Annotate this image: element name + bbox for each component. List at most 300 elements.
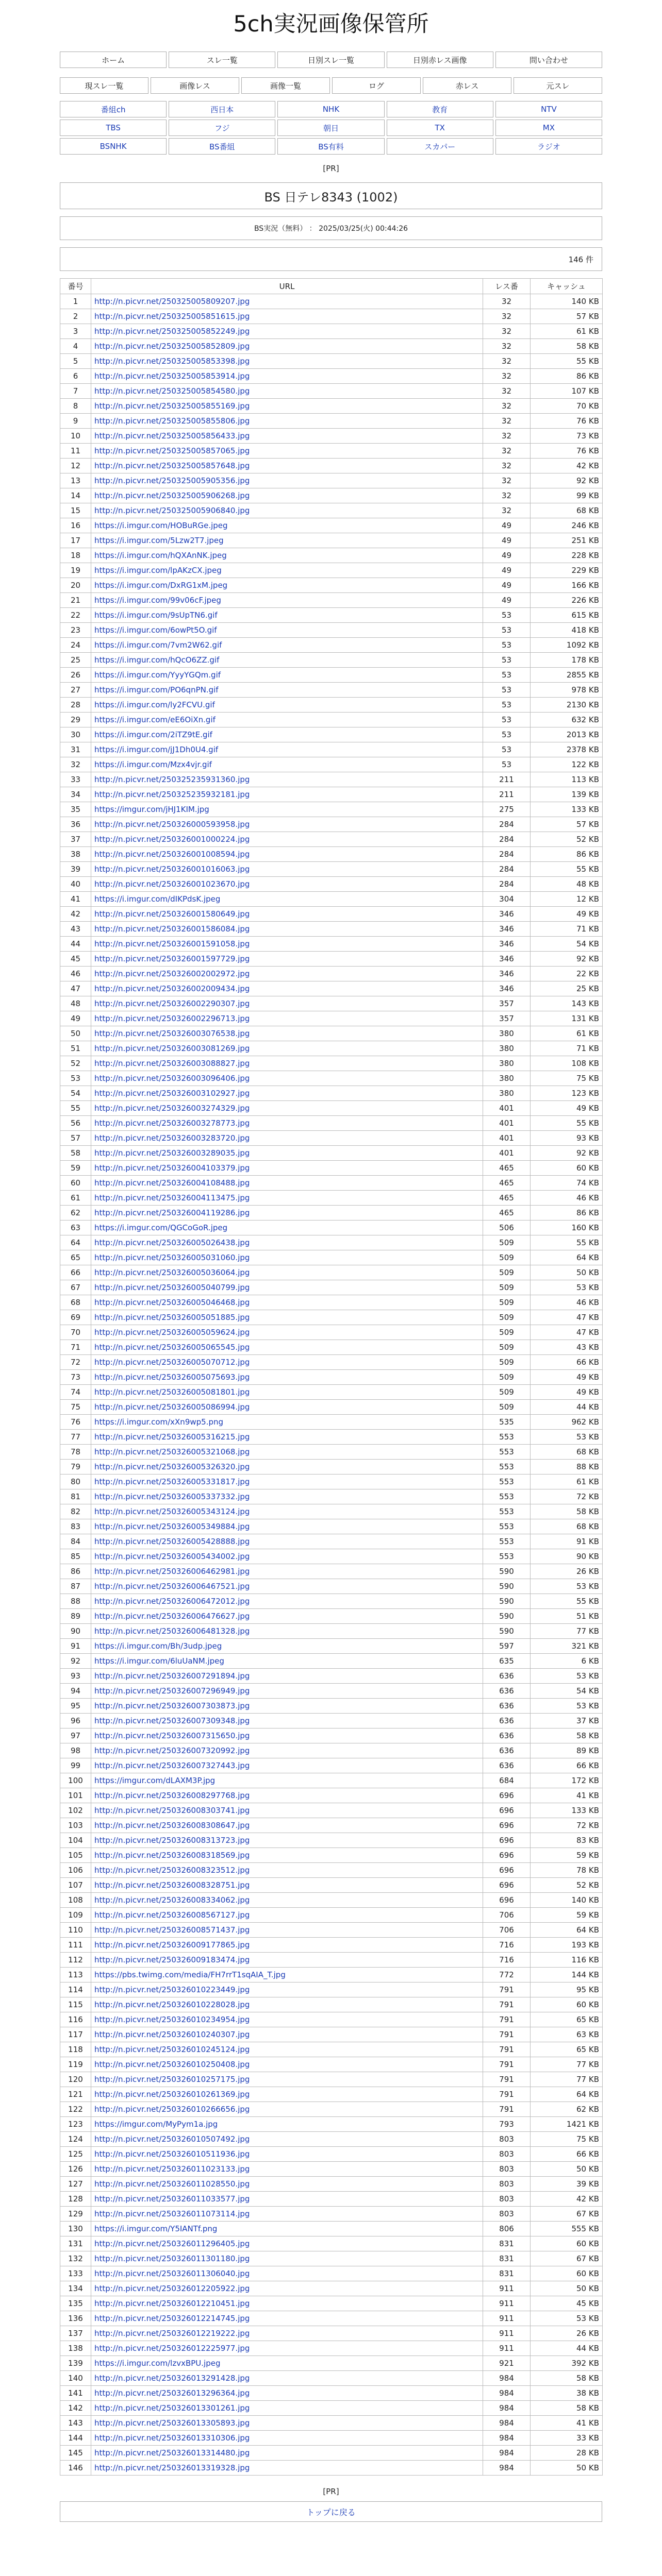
row-cache-size: 53 KB [531, 1430, 603, 1445]
image-link[interactable]: http://n.picvr.net/250326005065545.jpg [94, 1343, 250, 1352]
row-res-number: 636 [483, 1669, 531, 1684]
nav-button[interactable]: NHK [277, 101, 384, 117]
row-res-number: 636 [483, 1758, 531, 1773]
row-cache-size: 49 KB [531, 1385, 603, 1400]
row-res-number: 803 [483, 2192, 531, 2207]
row-res-number: 911 [483, 2296, 531, 2311]
row-res-number: 32 [483, 429, 531, 444]
image-link[interactable]: http://n.picvr.net/250326001008594.jpg [94, 850, 250, 859]
image-link[interactable]: https://i.imgur.com/99v06cF.jpeg [94, 596, 221, 605]
table-row [60, 1878, 603, 1893]
image-link[interactable]: http://n.picvr.net/250325005857065.jpg [94, 446, 250, 455]
row-number: 102 [60, 1803, 91, 1818]
image-link[interactable]: http://n.picvr.net/250326007320992.jpg [94, 1746, 250, 1755]
row-url-cell [91, 817, 483, 832]
table-row [60, 1773, 603, 1788]
row-cache-size: 77 KB [531, 1624, 603, 1639]
row-res-number: 535 [483, 1415, 531, 1430]
image-link[interactable]: http://n.picvr.net/250326002009434.jpg [94, 984, 250, 993]
image-link[interactable]: http://n.picvr.net/250326003081269.jpg [94, 1044, 250, 1053]
row-res-number: 284 [483, 862, 531, 877]
image-link[interactable]: http://n.picvr.net/250326005075693.jpg [94, 1372, 250, 1382]
image-link[interactable]: http://n.picvr.net/250326008334062.jpg [94, 1895, 250, 1905]
row-number: 61 [60, 1191, 91, 1206]
image-link[interactable]: https://i.imgur.com/7vm2W62.gif [94, 640, 222, 650]
image-link[interactable]: http://n.picvr.net/250326005349884.jpg [94, 1522, 250, 1531]
image-link[interactable]: http://n.picvr.net/250326001580649.jpg [94, 909, 250, 919]
image-link[interactable]: https://i.imgur.com/Mzx4vjr.gif [94, 760, 212, 769]
row-url-cell [91, 1355, 483, 1370]
image-link[interactable]: http://n.picvr.net/250326005031060.jpg [94, 1253, 250, 1262]
row-url-cell [91, 742, 483, 757]
nav-row-channels-2 [60, 120, 602, 136]
image-link[interactable]: http://n.picvr.net/250325005853914.jpg [94, 371, 250, 381]
image-link[interactable]: http://n.picvr.net/250326013301261.jpg [94, 2403, 250, 2413]
image-link[interactable]: http://n.picvr.net/250326003278773.jpg [94, 1118, 250, 1128]
row-number: 109 [60, 1908, 91, 1923]
row-number: 78 [60, 1445, 91, 1460]
row-number: 27 [60, 683, 91, 698]
image-link[interactable]: http://n.picvr.net/250326013305893.jpg [94, 2418, 250, 2428]
image-link[interactable]: http://n.picvr.net/250326005059624.jpg [94, 1328, 250, 1337]
nav-button[interactable]: BS有料 [277, 138, 384, 155]
image-link[interactable]: http://n.picvr.net/250326011301180.jpg [94, 2254, 250, 2263]
row-res-number: 509 [483, 1235, 531, 1250]
image-link[interactable]: http://n.picvr.net/250326013310306.jpg [94, 2433, 250, 2443]
image-link[interactable]: http://n.picvr.net/250326005046468.jpg [94, 1298, 250, 1307]
image-link[interactable]: http://n.picvr.net/250325235932181.jpg [94, 790, 250, 799]
row-res-number: 506 [483, 1221, 531, 1235]
row-number: 15 [60, 503, 91, 518]
nav-button[interactable]: 日別赤レス画像 [387, 52, 493, 68]
table-row [60, 922, 603, 937]
image-link[interactable]: http://n.picvr.net/250325005855169.jpg [94, 401, 250, 411]
nav-button[interactable]: NTV [495, 101, 602, 117]
image-link[interactable]: http://n.picvr.net/250326006476627.jpg [94, 1612, 250, 1621]
image-link[interactable]: https://i.imgur.com/QGCoGoR.jpeg [94, 1223, 228, 1232]
image-link[interactable]: http://n.picvr.net/250326006467521.jpg [94, 1582, 250, 1591]
row-number: 47 [60, 981, 91, 996]
image-link[interactable]: http://n.picvr.net/250326007315650.jpg [94, 1731, 250, 1740]
image-link[interactable]: http://n.picvr.net/250326003088827.jpg [94, 1059, 250, 1068]
table-row [60, 2192, 603, 2207]
row-number: 28 [60, 698, 91, 713]
image-link[interactable]: http://n.picvr.net/250326008318569.jpg [94, 1851, 250, 1860]
image-link[interactable]: http://n.picvr.net/250326013319328.jpg [94, 2463, 250, 2472]
row-cache-size: 99 KB [531, 488, 603, 503]
image-link[interactable]: http://n.picvr.net/250326003289035.jpg [94, 1148, 250, 1158]
image-link[interactable]: http://n.picvr.net/250326009177865.jpg [94, 1940, 250, 1950]
nav-button[interactable]: 日別スレ一覧 [277, 52, 384, 68]
table-row [60, 757, 603, 772]
image-link[interactable]: http://n.picvr.net/250326002002972.jpg [94, 969, 250, 978]
image-link[interactable]: http://n.picvr.net/250325005856433.jpg [94, 431, 250, 440]
image-link[interactable]: https://i.imgur.com/6owPt5O.gif [94, 625, 217, 635]
row-number: 77 [60, 1430, 91, 1445]
row-url-cell [91, 1385, 483, 1400]
image-link[interactable]: http://n.picvr.net/250326005343124.jpg [94, 1507, 250, 1516]
table-row [60, 683, 603, 698]
image-link[interactable]: http://n.picvr.net/250326001023670.jpg [94, 879, 250, 889]
image-link[interactable]: https://i.imgur.com/Y5IANTf.png [94, 2224, 218, 2233]
image-link[interactable]: http://n.picvr.net/250326011033577.jpg [94, 2194, 250, 2204]
row-cache-size: 66 KB [531, 1758, 603, 1773]
row-number: 57 [60, 1131, 91, 1146]
image-link[interactable]: http://n.picvr.net/250326011028550.jpg [94, 2179, 250, 2189]
row-number: 93 [60, 1669, 91, 1684]
row-number: 43 [60, 922, 91, 937]
row-url-cell [91, 1624, 483, 1639]
row-number: 96 [60, 1714, 91, 1728]
image-link[interactable]: https://i.imgur.com/9sUpTN6.gif [94, 611, 218, 620]
image-link[interactable]: http://n.picvr.net/250325005852249.jpg [94, 327, 250, 336]
image-link[interactable]: http://n.picvr.net/250326010240307.jpg [94, 2030, 250, 2039]
image-link[interactable]: http://n.picvr.net/250326007296949.jpg [94, 1686, 250, 1696]
nav-button[interactable]: 画像レス [151, 77, 239, 94]
image-link[interactable]: http://n.picvr.net/250326005337332.jpg [94, 1492, 250, 1501]
row-url-cell [91, 832, 483, 847]
image-link[interactable]: http://n.picvr.net/250326004119286.jpg [94, 1208, 250, 1217]
nav-button[interactable]: BS番組 [169, 138, 275, 155]
image-link[interactable]: http://n.picvr.net/250326001000224.jpg [94, 835, 250, 844]
image-link[interactable]: http://n.picvr.net/250325005905356.jpg [94, 476, 250, 485]
row-res-number: 346 [483, 907, 531, 922]
image-link[interactable]: http://n.picvr.net/250326006462981.jpg [94, 1567, 250, 1576]
row-cache-size: 62 KB [531, 2102, 603, 2117]
image-link[interactable]: http://n.picvr.net/250326005040799.jpg [94, 1283, 250, 1292]
image-link[interactable]: http://n.picvr.net/250326010511936.jpg [94, 2149, 250, 2159]
image-link[interactable]: http://n.picvr.net/250326007291894.jpg [94, 1671, 250, 1681]
image-link[interactable]: http://n.picvr.net/250326005086994.jpg [94, 1402, 250, 1412]
row-res-number: 49 [483, 593, 531, 608]
nav-button[interactable]: フジ [169, 120, 275, 136]
image-link[interactable]: http://n.picvr.net/250326004113475.jpg [94, 1193, 250, 1202]
row-cache-size: 60 KB [531, 1161, 603, 1176]
image-link[interactable]: http://n.picvr.net/250326002290307.jpg [94, 999, 250, 1008]
image-link[interactable]: http://n.picvr.net/250325005906840.jpg [94, 506, 250, 515]
image-link[interactable]: http://n.picvr.net/250326010250408.jpg [94, 2060, 250, 2069]
image-link[interactable]: https://i.imgur.com/hQXAnNK.jpeg [94, 551, 227, 560]
image-link[interactable]: http://n.picvr.net/250326005081801.jpg [94, 1387, 250, 1397]
image-link[interactable]: http://n.picvr.net/250326008297768.jpg [94, 1791, 250, 1800]
image-link[interactable]: http://n.picvr.net/250326010261369.jpg [94, 2090, 250, 2099]
row-cache-size: 53 KB [531, 1669, 603, 1684]
table-row [60, 1445, 603, 1460]
row-url-cell [91, 2281, 483, 2296]
row-cache-size: 92 KB [531, 473, 603, 488]
image-link[interactable]: http://n.picvr.net/250326005036064.jpg [94, 1268, 250, 1277]
image-link[interactable]: https://i.imgur.com/lzvxBPU.jpeg [94, 2359, 221, 2368]
row-res-number: 553 [483, 1475, 531, 1489]
image-link[interactable]: http://n.picvr.net/250326008323512.jpg [94, 1866, 250, 1875]
row-res-number: 803 [483, 2132, 531, 2147]
image-link[interactable]: http://n.picvr.net/250326009183474.jpg [94, 1955, 250, 1964]
image-link[interactable]: https://i.imgur.com/ly2FCVU.gif [94, 700, 215, 709]
row-number: 26 [60, 668, 91, 683]
image-link[interactable]: http://n.picvr.net/250326011023133.jpg [94, 2164, 250, 2174]
image-link[interactable]: http://n.picvr.net/250326011306040.jpg [94, 2269, 250, 2278]
row-res-number: 284 [483, 847, 531, 862]
row-cache-size: 140 KB [531, 1893, 603, 1908]
table-row [60, 2296, 603, 2311]
row-url-cell [91, 1938, 483, 1953]
image-link[interactable]: http://n.picvr.net/250326005316215.jpg [94, 1432, 250, 1442]
image-link[interactable]: http://n.picvr.net/250326008308647.jpg [94, 1821, 250, 1830]
row-number: 63 [60, 1221, 91, 1235]
row-cache-size: 55 KB [531, 1116, 603, 1131]
image-link[interactable]: http://n.picvr.net/250326000593958.jpg [94, 820, 250, 829]
row-url-cell [91, 2386, 483, 2401]
row-number: 51 [60, 1041, 91, 1056]
image-link[interactable]: http://n.picvr.net/250325235931360.jpg [94, 775, 250, 784]
nav-button[interactable]: 教育 [387, 101, 493, 117]
image-link[interactable]: http://n.picvr.net/250326003283720.jpg [94, 1133, 250, 1143]
row-url-cell [91, 1684, 483, 1699]
row-res-number: 553 [483, 1430, 531, 1445]
row-res-number: 803 [483, 2207, 531, 2222]
image-link[interactable]: http://n.picvr.net/250325005851615.jpg [94, 312, 250, 321]
table-body [60, 294, 603, 2476]
row-res-number: 806 [483, 2222, 531, 2236]
header-cache: キャッシュ [531, 279, 603, 294]
nav-button[interactable]: TX [387, 120, 493, 136]
nav-button[interactable]: MX [495, 120, 602, 136]
image-link[interactable]: http://n.picvr.net/250326008328751.jpg [94, 1880, 250, 1890]
row-res-number: 716 [483, 1938, 531, 1953]
row-res-number: 32 [483, 459, 531, 473]
row-url-cell [91, 608, 483, 623]
table-row [60, 802, 603, 817]
image-link[interactable]: http://n.picvr.net/250326005428888.jpg [94, 1537, 250, 1546]
nav-button[interactable]: 現スレ一覧 [60, 77, 148, 94]
image-link[interactable]: http://n.picvr.net/250326008571437.jpg [94, 1925, 250, 1935]
image-link[interactable]: http://n.picvr.net/250326012210451.jpg [94, 2299, 250, 2308]
row-url-cell [91, 892, 483, 907]
image-link[interactable]: https://i.imgur.com/6luUaNM.jpeg [94, 1656, 224, 1666]
nav-button[interactable]: 問い合わせ [495, 52, 602, 68]
image-link[interactable]: http://n.picvr.net/250325005855806.jpg [94, 416, 250, 426]
table-row [60, 324, 603, 339]
image-link[interactable]: https://i.imgur.com/xXn9wp5.png [94, 1417, 224, 1427]
row-cache-size: 51 KB [531, 1609, 603, 1624]
row-url-cell [91, 638, 483, 653]
row-url-cell [91, 2087, 483, 2102]
image-link[interactable]: http://n.picvr.net/250325005809207.jpg [94, 297, 250, 306]
table-row [60, 1041, 603, 1056]
row-res-number: 696 [483, 1818, 531, 1833]
image-link[interactable]: https://i.imgur.com/DxRG1xM.jpeg [94, 581, 228, 590]
image-link[interactable]: https://i.imgur.com/Bh/3udp.jpeg [94, 1641, 222, 1651]
table-row [60, 742, 603, 757]
nav-button[interactable]: 元スレ [514, 77, 602, 94]
row-number: 136 [60, 2311, 91, 2326]
nav-button[interactable]: 朝日 [277, 120, 384, 136]
image-link[interactable]: http://n.picvr.net/250326001586084.jpg [94, 924, 250, 934]
image-link[interactable]: https://i.imgur.com/lpAKzCX.jpeg [94, 566, 222, 575]
image-link[interactable]: https://imgur.com/jHJ1KIM.jpg [94, 805, 209, 814]
image-link[interactable]: http://n.picvr.net/250326013291428.jpg [94, 2374, 250, 2383]
table-row [60, 339, 603, 354]
image-link[interactable]: http://n.picvr.net/250326010257175.jpg [94, 2075, 250, 2084]
row-res-number: 791 [483, 2087, 531, 2102]
image-link[interactable]: http://n.picvr.net/250326010223449.jpg [94, 1985, 250, 1994]
row-url-cell [91, 981, 483, 996]
image-link[interactable]: http://n.picvr.net/250325005852809.jpg [94, 342, 250, 351]
nav-button[interactable]: 赤レス [423, 77, 511, 94]
row-cache-size: 52 KB [531, 1878, 603, 1893]
image-link[interactable]: http://n.picvr.net/250326011296405.jpg [94, 2239, 250, 2248]
image-link[interactable]: http://n.picvr.net/250326003274329.jpg [94, 1104, 250, 1113]
row-res-number: 553 [483, 1534, 531, 1549]
image-link[interactable]: http://n.picvr.net/250326012219222.jpg [94, 2329, 250, 2338]
image-link[interactable]: http://n.picvr.net/250326010507492.jpg [94, 2134, 250, 2144]
image-link[interactable]: http://n.picvr.net/250326013296364.jpg [94, 2388, 250, 2398]
row-res-number: 553 [483, 1504, 531, 1519]
image-link[interactable]: http://n.picvr.net/250326013314480.jpg [94, 2448, 250, 2458]
image-link[interactable]: http://n.picvr.net/250326004103379.jpg [94, 1163, 250, 1173]
nav-button[interactable]: スカパー [387, 138, 493, 155]
image-link[interactable]: https://i.imgur.com/dIKPdsK.jpeg [94, 894, 221, 904]
row-url-cell [91, 324, 483, 339]
row-res-number: 984 [483, 2446, 531, 2461]
row-url-cell [91, 2371, 483, 2386]
table-row [60, 1400, 603, 1415]
image-link[interactable]: http://n.picvr.net/250325005906268.jpg [94, 491, 250, 500]
row-cache-size: 61 KB [531, 1475, 603, 1489]
image-link[interactable]: https://pbs.twimg.com/media/FH7rrT1sqAIA_T.jpg [94, 1970, 286, 1979]
image-link[interactable]: http://n.picvr.net/250326002296713.jpg [94, 1014, 250, 1023]
image-link[interactable]: http://n.picvr.net/250326006481328.jpg [94, 1626, 250, 1636]
nav-button[interactable]: TBS [60, 120, 167, 136]
row-res-number: 53 [483, 757, 531, 772]
image-link[interactable]: http://n.picvr.net/250326003076538.jpg [94, 1029, 250, 1038]
nav-button[interactable]: ログ [332, 77, 421, 94]
image-link[interactable]: http://n.picvr.net/250326012214745.jpg [94, 2314, 250, 2323]
nav-button[interactable]: 番組ch [60, 101, 167, 117]
nav-button[interactable]: 西日本 [169, 101, 275, 117]
image-link[interactable]: http://n.picvr.net/250325005853398.jpg [94, 357, 250, 366]
image-link[interactable]: https://i.imgur.com/PO6qnPN.gif [94, 685, 219, 694]
image-link[interactable]: https://i.imgur.com/jJ1Dh0U4.gif [94, 745, 219, 754]
image-link[interactable]: http://n.picvr.net/250326010245124.jpg [94, 2045, 250, 2054]
row-res-number: 831 [483, 2266, 531, 2281]
image-link[interactable]: https://i.imgur.com/HOBuRGe.jpeg [94, 521, 228, 530]
image-link[interactable]: http://n.picvr.net/250326007309348.jpg [94, 1716, 250, 1725]
image-link[interactable]: http://n.picvr.net/250326005434002.jpg [94, 1552, 250, 1561]
back-to-top-button[interactable]: トップに戻る [60, 2501, 602, 2522]
image-link[interactable]: http://n.picvr.net/250326011073114.jpg [94, 2209, 250, 2218]
row-cache-size: 26 KB [531, 2326, 603, 2341]
image-link[interactable]: http://n.picvr.net/250326005051885.jpg [94, 1313, 250, 1322]
image-link[interactable]: http://n.picvr.net/250326001016063.jpg [94, 865, 250, 874]
image-link[interactable]: http://n.picvr.net/250326005326320.jpg [94, 1462, 250, 1471]
row-number: 75 [60, 1400, 91, 1415]
image-link[interactable]: http://n.picvr.net/250326005026438.jpg [94, 1238, 250, 1247]
table-row [60, 2431, 603, 2446]
image-link[interactable]: http://n.picvr.net/250326010234954.jpg [94, 2015, 250, 2024]
row-url-cell [91, 847, 483, 862]
image-link[interactable]: http://n.picvr.net/250326003096406.jpg [94, 1074, 250, 1083]
image-link[interactable]: http://n.picvr.net/250326003102927.jpg [94, 1089, 250, 1098]
image-link[interactable]: http://n.picvr.net/250325005857648.jpg [94, 461, 250, 470]
image-link[interactable]: http://n.picvr.net/250326006472012.jpg [94, 1597, 250, 1606]
nav-button[interactable]: ホーム [60, 52, 167, 68]
image-link[interactable]: http://n.picvr.net/250326004108488.jpg [94, 1178, 250, 1188]
table-row [60, 2341, 603, 2356]
row-res-number: 636 [483, 1684, 531, 1699]
image-link[interactable]: http://n.picvr.net/250326008313723.jpg [94, 1836, 250, 1845]
row-number: 124 [60, 2132, 91, 2147]
table-row [60, 2027, 603, 2042]
image-link[interactable]: http://n.picvr.net/250326005331817.jpg [94, 1477, 250, 1486]
row-url-cell [91, 1176, 483, 1191]
row-res-number: 803 [483, 2147, 531, 2162]
row-cache-size: 67 KB [531, 2251, 603, 2266]
image-link[interactable]: https://i.imgur.com/5Lzw2T7.jpeg [94, 536, 224, 545]
image-link[interactable]: http://n.picvr.net/250326010228028.jpg [94, 2000, 250, 2009]
image-link[interactable]: https://imgur.com/MyPym1a.jpg [94, 2120, 218, 2129]
site-title[interactable]: 5ch実況画像保管所 [233, 11, 429, 37]
row-cache-size: 92 KB [531, 1146, 603, 1161]
nav-button[interactable]: ラジオ [495, 138, 602, 155]
row-cache-size: 68 KB [531, 503, 603, 518]
image-link[interactable]: http://n.picvr.net/250326001597729.jpg [94, 954, 250, 963]
image-link[interactable]: http://n.picvr.net/250326010266656.jpg [94, 2105, 250, 2114]
image-link[interactable]: https://i.imgur.com/hQcO6ZZ.gif [94, 655, 220, 665]
table-row [60, 1310, 603, 1325]
image-link[interactable]: http://n.picvr.net/250326007327443.jpg [94, 1761, 250, 1770]
row-cache-size: 615 KB [531, 608, 603, 623]
row-cache-size: 140 KB [531, 294, 603, 309]
image-link[interactable]: https://i.imgur.com/eE6OiXn.gif [94, 715, 216, 724]
row-number: 32 [60, 757, 91, 772]
row-cache-size: 42 KB [531, 459, 603, 473]
row-res-number: 706 [483, 1923, 531, 1938]
row-url-cell [91, 952, 483, 967]
image-link[interactable]: http://n.picvr.net/250326008567127.jpg [94, 1910, 250, 1920]
image-link[interactable]: http://n.picvr.net/250326012205922.jpg [94, 2284, 250, 2293]
row-cache-size: 44 KB [531, 2341, 603, 2356]
image-link[interactable]: https://i.imgur.com/YyyYGQm.gif [94, 670, 221, 680]
row-number: 19 [60, 563, 91, 578]
table-row [60, 996, 603, 1011]
image-link[interactable]: http://n.picvr.net/250326005070712.jpg [94, 1358, 250, 1367]
nav-button[interactable]: 画像一覧 [241, 77, 330, 94]
row-number: 141 [60, 2386, 91, 2401]
image-link[interactable]: http://n.picvr.net/250326001591058.jpg [94, 939, 250, 948]
image-link[interactable]: http://n.picvr.net/250326012225977.jpg [94, 2344, 250, 2353]
row-number: 49 [60, 1011, 91, 1026]
row-number: 127 [60, 2177, 91, 2192]
table-row [60, 414, 603, 429]
image-link[interactable]: http://n.picvr.net/250326008303741.jpg [94, 1806, 250, 1815]
image-link[interactable]: http://n.picvr.net/250326007303873.jpg [94, 1701, 250, 1710]
row-cache-size: 392 KB [531, 2356, 603, 2371]
nav-button[interactable]: スレ一覧 [169, 52, 275, 68]
row-cache-size: 33 KB [531, 2431, 603, 2446]
table-row [60, 1818, 603, 1833]
image-link[interactable]: http://n.picvr.net/250326005321068.jpg [94, 1447, 250, 1456]
row-res-number: 284 [483, 817, 531, 832]
row-url-cell [91, 2326, 483, 2341]
row-number: 113 [60, 1968, 91, 1982]
nav-button[interactable]: BSNHK [60, 138, 167, 155]
image-link[interactable]: http://n.picvr.net/250325005854580.jpg [94, 386, 250, 396]
row-url-cell [91, 727, 483, 742]
row-url-cell [91, 1982, 483, 1997]
image-link[interactable]: https://i.imgur.com/2iTZ9tE.gif [94, 730, 212, 739]
image-link[interactable]: https://imgur.com/dLAXM3P.jpg [94, 1776, 216, 1785]
